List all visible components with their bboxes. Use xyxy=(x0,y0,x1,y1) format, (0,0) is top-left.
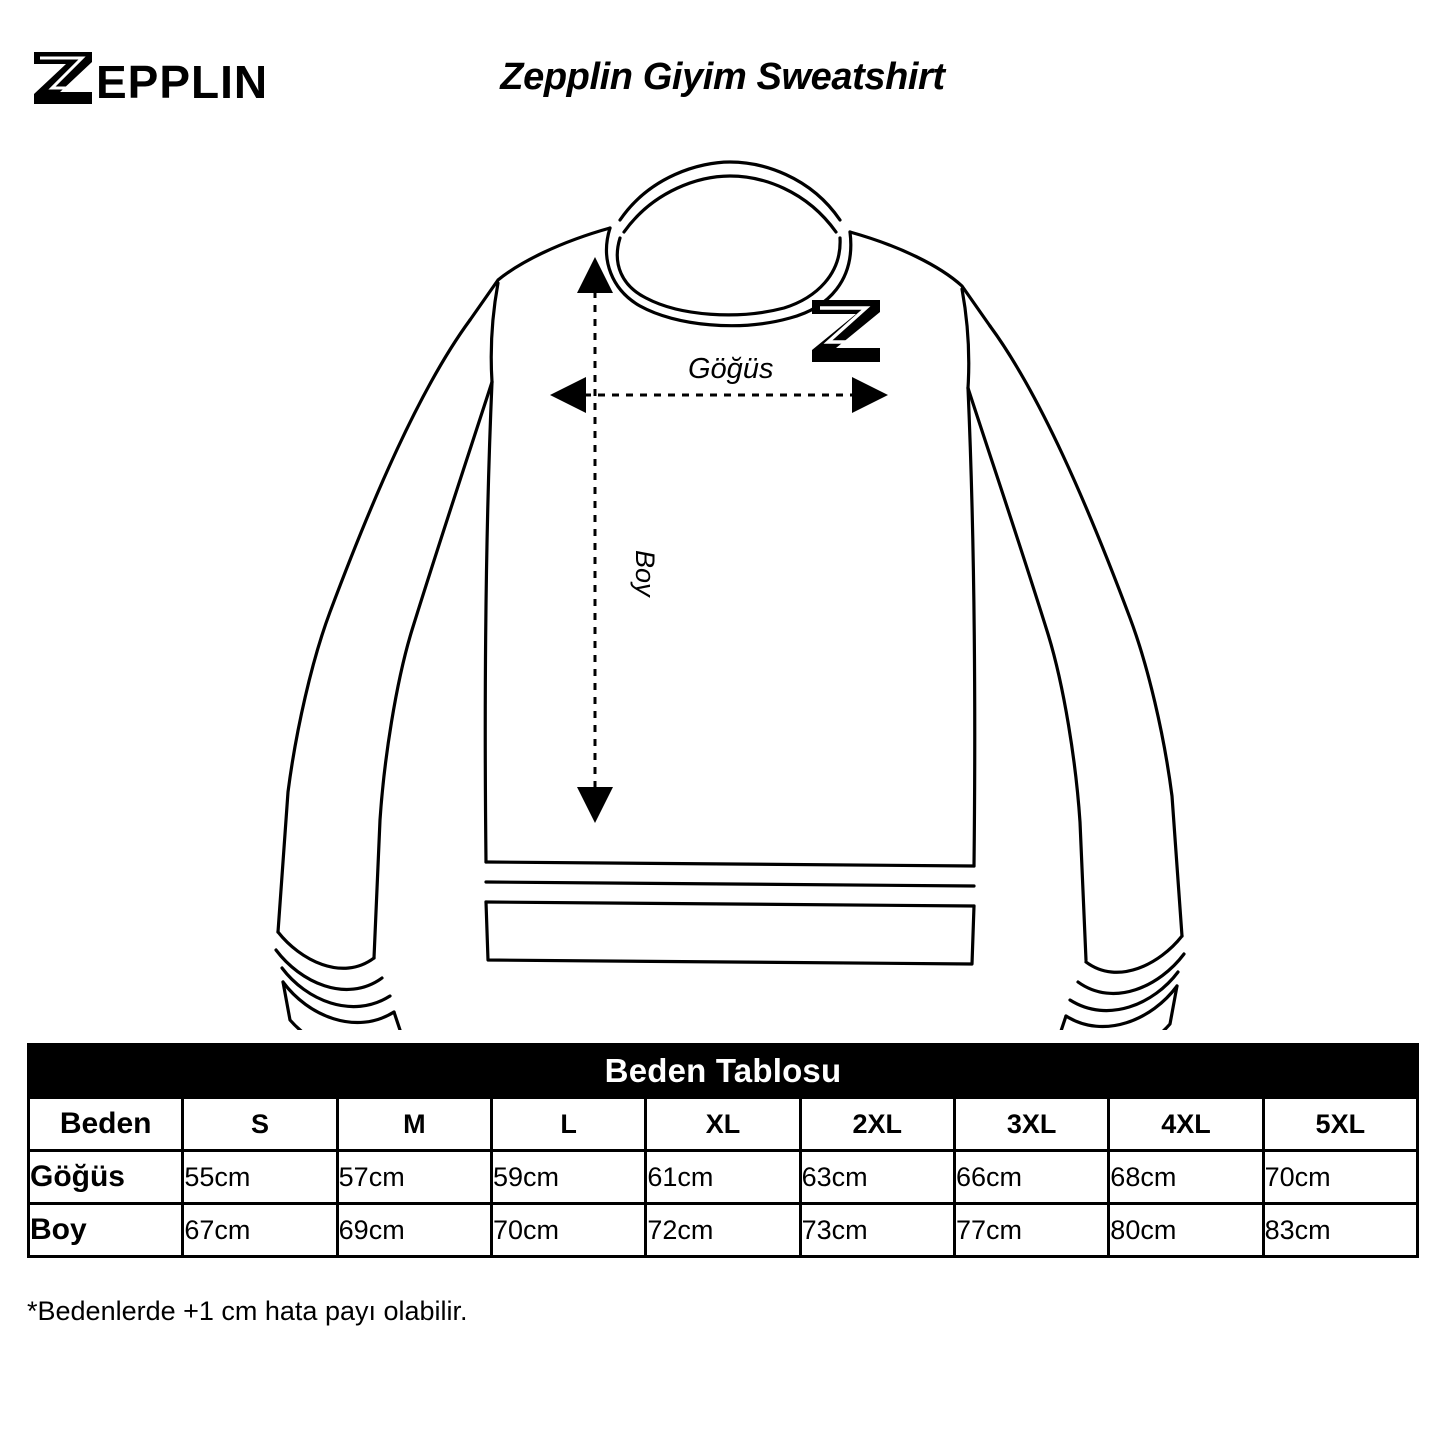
sweatshirt-illustration xyxy=(0,120,1445,1030)
table-row xyxy=(29,1204,1418,1257)
row-label-chest: Göğüs xyxy=(29,1151,183,1204)
header-size-3xl: 3XL xyxy=(954,1098,1108,1151)
length-m: 69cm xyxy=(337,1204,491,1257)
page-title-bold: Sweatshirt xyxy=(756,56,945,98)
size-table-wrapper xyxy=(27,1043,1419,1258)
table-header-row xyxy=(29,1098,1418,1151)
chest-logo-mark xyxy=(812,300,880,362)
chest-3xl: 66cm xyxy=(954,1151,1108,1204)
chest-label-text: Göğüs xyxy=(688,353,774,385)
size-table xyxy=(27,1043,1419,1258)
chest-xl: 61cm xyxy=(646,1151,800,1204)
chest-m: 57cm xyxy=(337,1151,491,1204)
length-xl: 72cm xyxy=(646,1204,800,1257)
table-row xyxy=(29,1151,1418,1204)
header-size-l: L xyxy=(491,1098,645,1151)
length-s: 67cm xyxy=(183,1204,337,1257)
chest-4xl: 68cm xyxy=(1109,1151,1263,1204)
chest-s: 55cm xyxy=(183,1151,337,1204)
length-5xl: 83cm xyxy=(1263,1204,1417,1257)
header-size-2xl: 2XL xyxy=(800,1098,954,1151)
header-size-4xl: 4XL xyxy=(1109,1098,1263,1151)
length-2xl: 73cm xyxy=(800,1204,954,1257)
length-4xl: 80cm xyxy=(1109,1204,1263,1257)
length-label-text: Boy xyxy=(630,550,660,597)
header-size-m: M xyxy=(337,1098,491,1151)
header-size-5xl: 5XL xyxy=(1263,1098,1417,1151)
header-label: Beden xyxy=(29,1098,183,1151)
page-title xyxy=(0,56,1445,99)
row-label-length: Boy xyxy=(29,1204,183,1257)
table-title-row xyxy=(29,1045,1418,1098)
length-l: 70cm xyxy=(491,1204,645,1257)
header-size-xl: XL xyxy=(646,1098,800,1151)
chest-5xl: 70cm xyxy=(1263,1151,1417,1204)
chest-l: 59cm xyxy=(491,1151,645,1204)
header-size-s: S xyxy=(183,1098,337,1151)
length-3xl: 77cm xyxy=(954,1204,1108,1257)
svg-text:EPPLIN: EPPLIN xyxy=(96,56,269,108)
page-header xyxy=(0,34,1445,124)
chest-2xl: 63cm xyxy=(800,1151,954,1204)
page-title-regular: Zepplin Giyim xyxy=(500,56,757,98)
tolerance-note: *Bedenlerde +1 cm hata payı olabilir. xyxy=(27,1296,468,1326)
table-title: Beden Tablosu xyxy=(29,1045,1418,1098)
